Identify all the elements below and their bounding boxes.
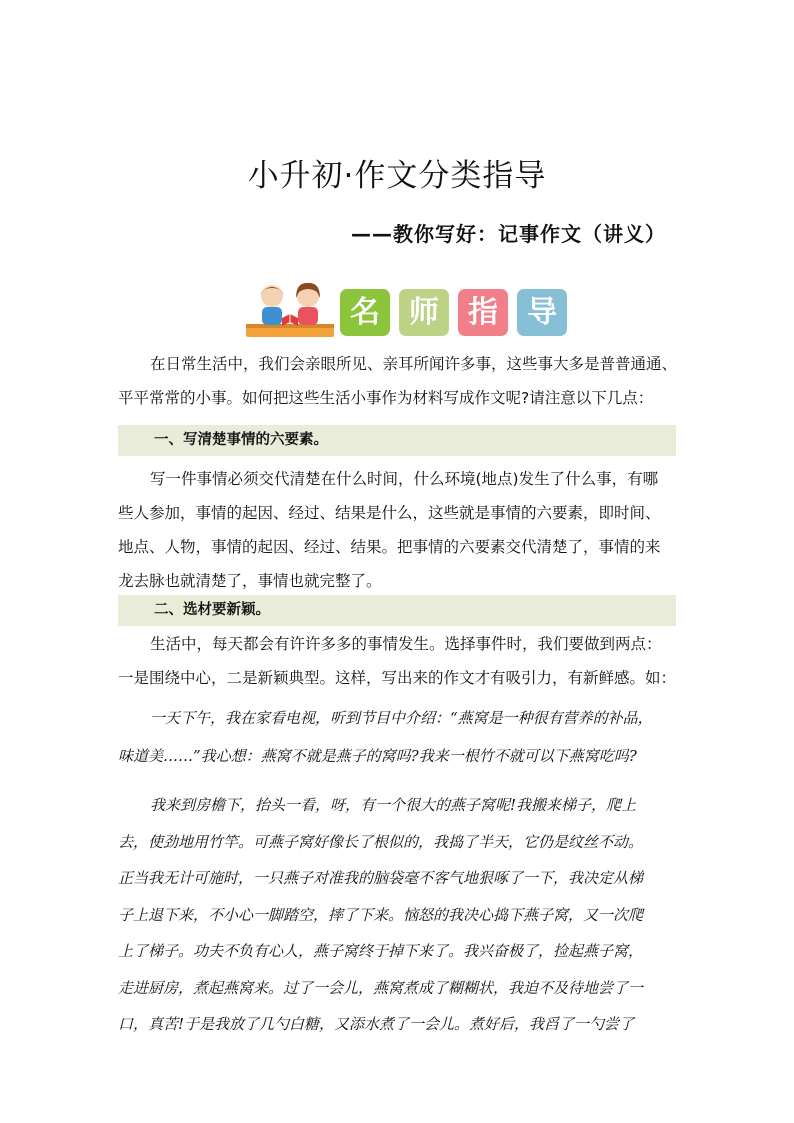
example-passage — [118, 697, 678, 1043]
banner-tile-dao: 导 — [517, 289, 567, 336]
section1-paragraph — [118, 462, 678, 598]
example-line: 口，真苦!于是我放了几勺白糖，又添水煮了一会儿。煮好后，我舀了一勺尝了 — [118, 1015, 635, 1033]
text-line: 生活中，每天都会有许许多多的事情发生。选择事件时，我们要做到两点： — [150, 635, 662, 653]
intro-paragraph — [118, 347, 678, 415]
banner-tile-shi: 师 — [399, 289, 449, 336]
example-line: 正当我无计可施时，一只燕子对准我的脑袋毫不客气地狠啄了一下，我决定从梯 — [118, 869, 644, 887]
page-title: 小升初·作文分类指导 — [247, 158, 547, 194]
text-line: 些人参加，事情的起因、经过、结果是什么，这些就是事情的六要素，即时间、 — [118, 504, 661, 522]
text-line: 龙去脉也就清楚了，事情也就完整了。 — [118, 572, 382, 590]
section-heading-new-material: 二、选材要新颖。 — [118, 595, 676, 626]
example-line: 去，使劲地用竹竿。可燕子窝好像长了根似的，我捣了半天，它仍是纹丝不动。 — [118, 832, 644, 851]
teacher-guide-banner — [244, 280, 574, 340]
text-line: 地点、人物，事情的起因、经过、结果。把事情的六要素交代清楚了，事情的来 — [118, 538, 661, 556]
text-line: 在日常生活中，我们会亲眼所见、亲耳所闻许多事，这些事大多是普普通通、 — [150, 355, 678, 373]
text-line: 平平常常的小事。如何把这些生活小事作为材料写成作文呢?请注意以下几点： — [118, 389, 654, 407]
text-line: 一是围绕中心，二是新颖典型。这样，写出来的作文才有吸引力，有新鲜感。如： — [118, 669, 677, 687]
example-line: 走进厨房，煮起燕窝来。过了一会儿，燕窝煮成了糊糊状，我迫不及待地尝了一 — [118, 978, 644, 997]
banner-tile-ming: 名 — [340, 289, 390, 336]
example-line: 一天下午，我在家看电视，听到节目中介绍：“燕窝是一种很有营养的补品， — [150, 709, 653, 727]
section2-paragraph — [118, 627, 678, 695]
section-heading-six-elements: 一、写清楚事情的六要素。 — [118, 425, 676, 456]
page-subtitle: ——教你写好：记事作文（讲义） — [351, 222, 666, 246]
reading-children-icon — [244, 280, 336, 340]
example-line: 上了梯子。功夫不负有心人，燕子窝终于掉下来了。我兴奋极了，捡起燕子窝， — [118, 942, 644, 960]
example-line: 味道美……”我心想：燕窝不就是燕子的窝吗?我来一根竹不就可以下燕窝吃吗? — [118, 747, 637, 765]
example-line: 我来到房檐下，抬头一看，呀，有一个很大的燕子窝呢!我搬来梯子，爬上 — [150, 796, 637, 814]
text-line: 写一件事情必须交代清楚在什么时间，什么环境(地点)发生了什么事，有哪 — [150, 470, 659, 488]
banner-tile-zhi: 指 — [458, 289, 508, 336]
example-line: 子上退下来，不小心一脚踏空，摔了下来。恼怒的我决心捣下燕子窝，又一次爬 — [118, 905, 644, 924]
